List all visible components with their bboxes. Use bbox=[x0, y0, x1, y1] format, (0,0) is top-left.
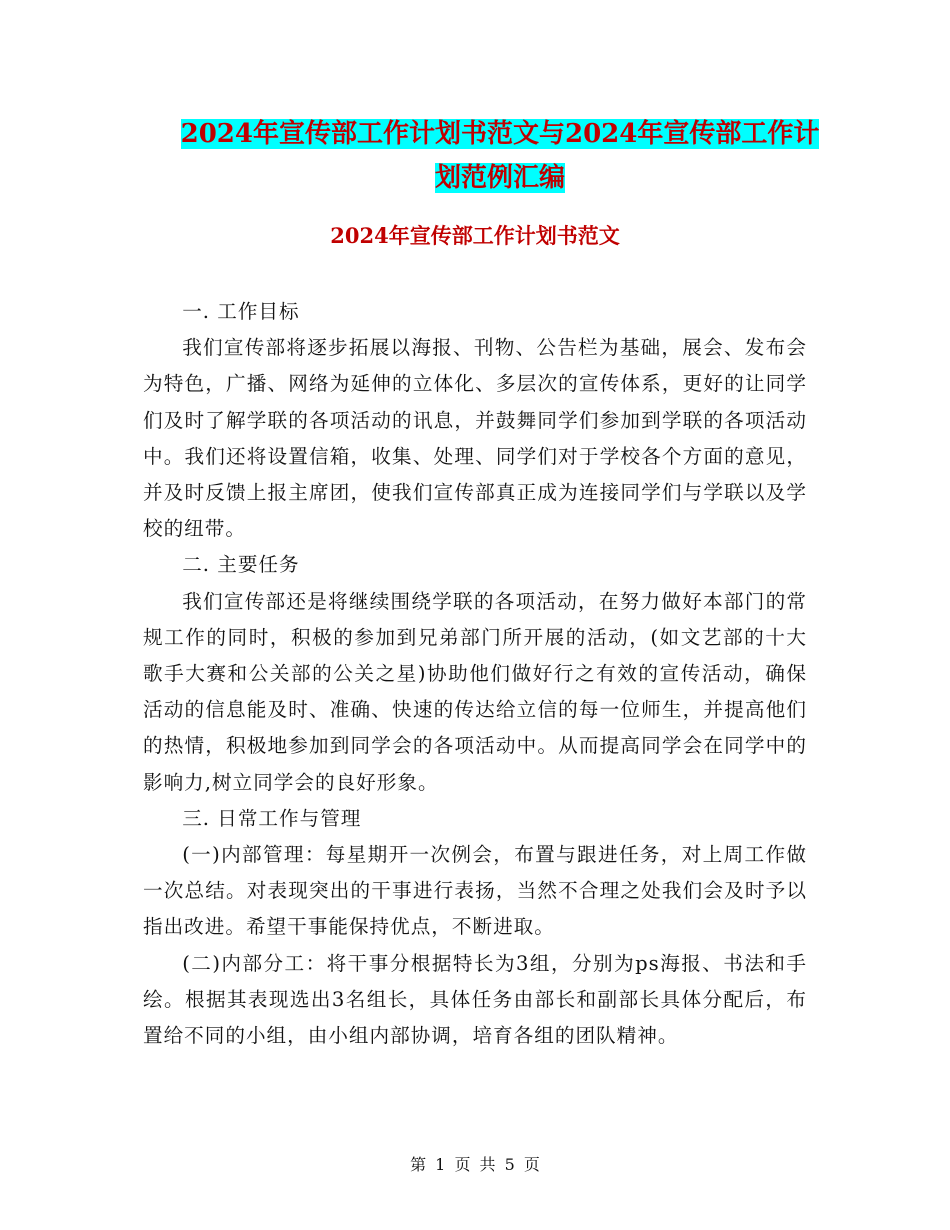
section-title: 2024年宣传部工作计划书范文 bbox=[330, 223, 620, 248]
page-footer: 第 1 页 共 5 页 bbox=[410, 1155, 540, 1174]
heading-work-goals: 一. 工作目标 bbox=[182, 300, 300, 323]
document-body bbox=[143, 294, 807, 1054]
paragraph-work-goals: 我们宣传部将逐步拓展以海报、刊物、公告栏为基础，展会、发布会为特色，广播、网络为延伸的立体化、多层次的宣传体系，更好的让同学们及时了解学联的各项活动的讯息，并鼓舞同学们参加到学联的各项活动中。我们还将设置信箱，收集、处理、同学们对于学校各个方面的意见，并及时反馈上报主席团，使我们宣传部真正成为连接同学们与学联以及学校的纽带。 bbox=[143, 336, 807, 541]
paragraph-internal-division: (二)内部分工：将干事分根据特长为3组，分别为ps海报、书法和手绘。根据其表现选出3名组长，具体任务由部长和副部长具体分配后，布置给不同的小组，由小组内部协调，培育各组的团队精神。 bbox=[143, 951, 807, 1048]
heading-daily-management: 三. 日常工作与管理 bbox=[182, 806, 362, 830]
paragraph-main-tasks: 我们宣传部还是将继续围绕学联的各项活动，在努力做好本部门的常规工作的同时，积极的参加到兄弟部门所开展的活动，(如文艺部的十大歌手大赛和公关部的公关之星)协助他们做好行之有效的宣传活动，确保活动的信息能及时、准确、快速的传达给立信的每一位师生，并提高他们的热情，积极地参加到同学会的各项活动中。从而提高同学会在同学中的影响力,树立同学会的良好形象。 bbox=[143, 589, 807, 794]
title-line-1: 2024年宣传部工作计划书范文与2024年宣传部工作计 bbox=[180, 119, 820, 149]
paragraph-internal-management: (一)内部管理：每星期开一次例会，布置与跟进任务，对上周工作做一次总结。对表现突出的干事进行表扬，当然不合理之处我们会及时予以指出改进。希望干事能保持优点，不断进取。 bbox=[143, 843, 807, 939]
heading-main-tasks: 二. 主要任务 bbox=[182, 553, 300, 577]
document-title bbox=[150, 112, 850, 200]
title-line-2: 划范例汇编 bbox=[434, 163, 565, 193]
